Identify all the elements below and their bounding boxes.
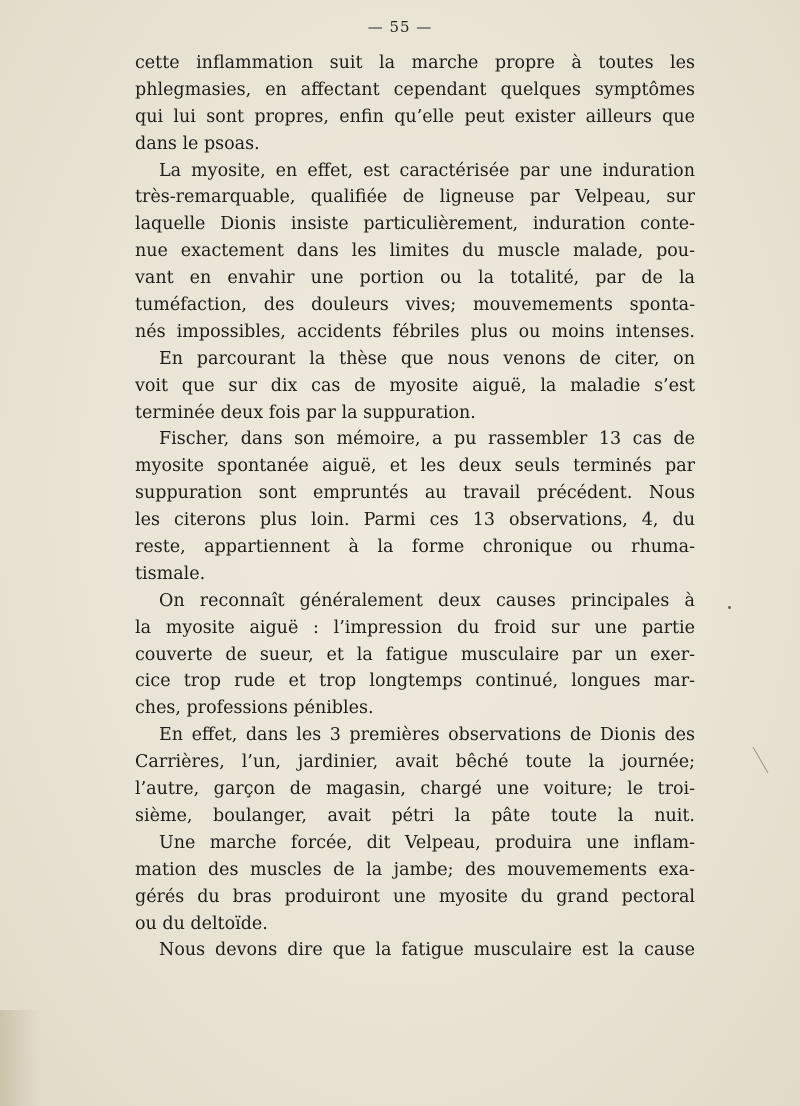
text-line-10: tuméfaction, des douleurs vives; mouvemements sponta- [135, 295, 695, 316]
text-line-34: Nous devons dire que la fatigue musculaire est la cause [159, 940, 695, 961]
text-line-27: Carrières, l’un, jardinier, avait bêché toute la journée; [135, 752, 695, 773]
text-line-23: couverte de sueur, et la fatigue musculaire par un exer- [135, 644, 695, 665]
text-line-6: très-remarquable, qualifiée de ligneuse par Velpeau, sur [135, 187, 695, 208]
text-line-19: reste, appartiennent à la forme chronique ou rhuma- [135, 537, 695, 558]
body-text [135, 50, 695, 964]
text-line-7: laquelle Dionis insiste particulièrement, induration conte- [135, 214, 695, 235]
text-line-8: nue exactement dans les limites du muscle malade, pou- [135, 241, 695, 262]
text-line-29: sième, boulanger, avait pétri la pâte toute la nuit. [135, 805, 695, 826]
text-line-2: phlegmasies, en affectant cependant quelques symptômes [135, 79, 695, 100]
text-line-26: En effet, dans les 3 premières observations de Dionis des [159, 725, 695, 746]
text-line-24: cice trop rude et trop longtemps continué, longues mar- [135, 671, 695, 692]
text-line-15: Fischer, dans son mémoire, a pu rassembler 13 cas de [159, 429, 695, 450]
text-line-30: Une marche forcée, dit Velpeau, produira une inflam- [159, 832, 695, 853]
text-line-17: suppuration sont empruntés au travail précédent. Nous [135, 483, 695, 504]
text-line-18: les citerons plus loin. Parmi ces 13 observations, 4, du [135, 510, 695, 531]
text-line-20: tismale. [135, 563, 206, 584]
text-line-3: qui lui sont propres, enfin qu’elle peut exister ailleurs que [135, 106, 695, 127]
page-stain [0, 1010, 40, 1106]
text-line-12: En parcourant la thèse que nous venons de citer, on [159, 348, 695, 369]
text-line-31: mation des muscles de la jambe; des mouvemements exa- [135, 859, 695, 880]
text-line-1: cette inflammation suit la marche propre à toutes les [135, 53, 695, 73]
text-line-5: La myosite, en effet, est caractérisée par une induration [159, 160, 695, 181]
ink-speck [728, 606, 731, 609]
pencil-mark [753, 747, 769, 773]
text-line-32: gérés du bras produiront une myosite du grand pectoral [135, 886, 695, 907]
page-number: — 55 — [367, 18, 433, 36]
text-line-4: dans le psoas. [135, 133, 260, 154]
text-line-22: la myosite aiguë : l’impression du froid sur une partie [135, 617, 695, 638]
text-line-28: l’autre, garçon de magasin, chargé une voiture; le troi- [135, 779, 695, 800]
text-line-13: voit que sur dix cas de myosite aiguë, la maladie s’est [135, 375, 695, 396]
text-line-33: ou du deltoïde. [135, 913, 268, 934]
text-line-11: nés impossibles, accidents fébriles plus ou moins intenses. [135, 321, 695, 342]
text-line-21: On reconnaît généralement deux causes principales à [159, 590, 695, 611]
text-line-16: myosite spontanée aiguë, et les deux seuls terminés par [135, 456, 695, 477]
text-line-14: terminée deux fois par la suppuration. [135, 402, 476, 423]
text-line-25: ches, professions pénibles. [135, 698, 374, 719]
text-line-9: vant en envahir une portion ou la totalité, par de la [135, 268, 695, 289]
